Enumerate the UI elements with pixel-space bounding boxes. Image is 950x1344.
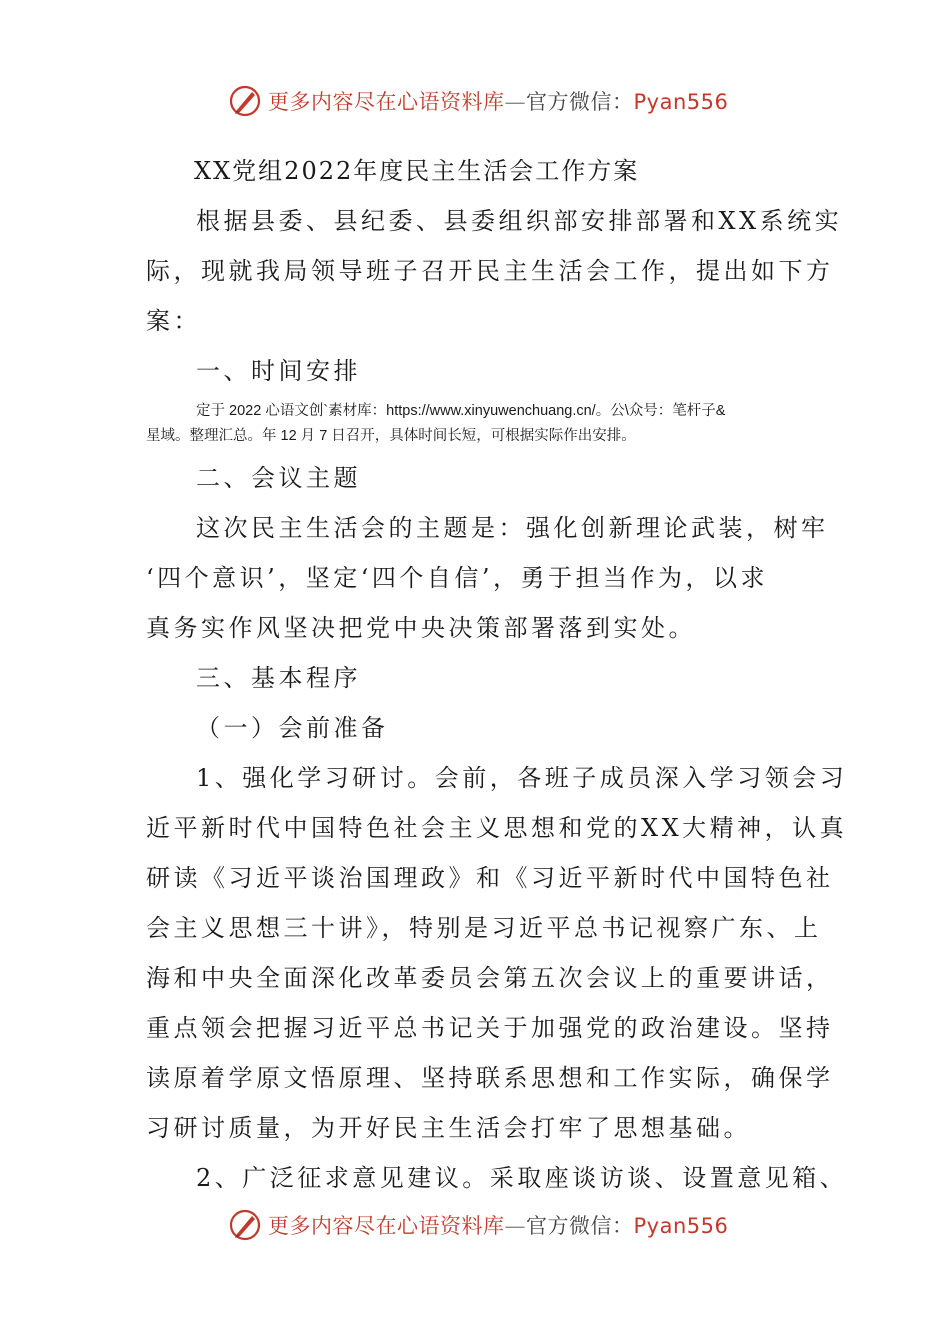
header-watermark-banner	[228, 84, 728, 118]
banner-text: 更多内容尽在心语资料库—官方微信：Pyan556	[268, 90, 729, 114]
section-heading-procedure: 三、基本程序	[196, 664, 361, 692]
item1-line-2: 近平新时代中国特色社会主义思想和党的XX大精神，认真	[146, 814, 848, 842]
time-note-line-2: 星域。整理汇总。年 12 月 7 日召开，具体时间长短，可根据实际作出安排。	[146, 428, 636, 444]
pen-logo-icon	[228, 1208, 262, 1242]
document-title: XX党组2022年度民主生活会工作方案	[194, 157, 640, 185]
item1-line-3: 研读《习近平谈治国理政》和《习近平新时代中国特色社	[146, 864, 834, 892]
theme-line-1: 这次民主生活会的主题是：强化创新理论武装，树牢	[196, 514, 829, 542]
intro-line-2: 际，现就我局领导班子召开民主生活会工作，提出如下方	[146, 257, 834, 285]
section-heading-time: 一、时间安排	[196, 357, 361, 385]
intro-line-1: 根据县委、县纪委、县委组织部安排部署和XX系统实	[196, 207, 843, 235]
time-note-line-1: 定于 2022 心语文创`素材库：https://www.xinyuwenchuang.cn/。公\众号：笔杆子&	[196, 403, 726, 419]
subsection-heading-preparation: （一）会前准备	[196, 714, 389, 742]
item1-line-6: 重点领会把握习近平总书记关于加强党的政治建设。坚持	[146, 1014, 834, 1042]
banner-text: 更多内容尽在心语资料库—官方微信：Pyan556	[268, 1214, 729, 1238]
document-body	[146, 146, 848, 1203]
intro-line-3: 案：	[146, 307, 201, 335]
theme-line-2: ‘四个意识’，坚定‘四个自信’，勇于担当作为，以求	[146, 564, 769, 592]
item1-line-4: 会主义思想三十讲》，特别是习近平总书记视察广东、上	[146, 914, 822, 942]
item2-line-1: 2、广泛征求意见建议。采取座谈访谈、设置意见箱、	[196, 1164, 848, 1192]
item1-line-5: 海和中央全面深化改革委员会第五次会议上的重要讲话，	[146, 964, 834, 992]
item1-line-7: 读原着学原文悟原理、坚持联系思想和工作实际，确保学	[146, 1064, 834, 1092]
section-heading-theme: 二、会议主题	[196, 464, 361, 492]
theme-line-3: 真务实作风坚决把党中央决策部署落到实处。	[146, 614, 696, 642]
item1-line-1: 1、强化学习研讨。会前，各班子成员深入学习领会习	[196, 764, 848, 792]
item1-line-8: 习研讨质量，为开好民主生活会打牢了思想基础。	[146, 1114, 751, 1142]
pen-logo-icon	[228, 84, 262, 118]
footer-watermark-banner	[228, 1208, 728, 1242]
